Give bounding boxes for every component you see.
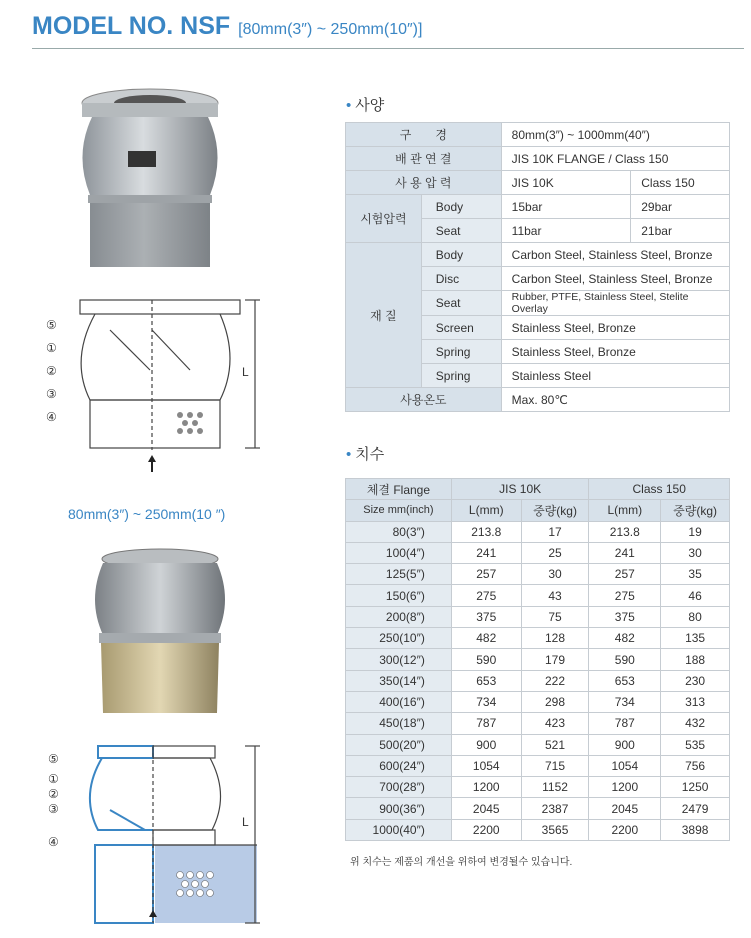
dims-value-cell: 3898 <box>661 819 730 840</box>
dims-weight-header: 중량(kg) <box>521 500 589 521</box>
dims-value-cell: 222 <box>521 670 589 691</box>
spec-group-label: 재 질 <box>346 243 422 388</box>
spec-sublabel: Seat <box>421 219 501 243</box>
dims-value-cell: 241 <box>451 542 521 563</box>
dims-row <box>346 734 730 755</box>
dims-value-cell: 1054 <box>451 755 521 776</box>
dims-value-cell: 734 <box>451 691 521 712</box>
dims-size-cell: 100(4″) <box>346 542 452 563</box>
spec-label: 배 관 연 결 <box>346 147 502 171</box>
dims-size-cell: 300(12″) <box>346 649 452 670</box>
dims-value-cell: 590 <box>451 649 521 670</box>
dims-size-cell: 250(10″) <box>346 628 452 649</box>
spec-value: Carbon Steel, Stainless Steel, Bronze <box>501 243 729 267</box>
spec-sublabel: Spring <box>421 364 501 388</box>
dims-value-cell: 1054 <box>589 755 661 776</box>
dims-value-cell: 521 <box>521 734 589 755</box>
spec-sublabel: Spring <box>421 340 501 364</box>
dims-size-cell: 1000(40″) <box>346 819 452 840</box>
dims-value-cell: 128 <box>521 628 589 649</box>
dims-row <box>346 542 730 563</box>
dims-value-cell: 535 <box>661 734 730 755</box>
spec-sublabel: Seat <box>421 291 501 316</box>
spec-sublabel: Disc <box>421 267 501 291</box>
dims-weight-header: 중량(kg) <box>661 500 730 521</box>
dims-value-cell: 2479 <box>661 798 730 819</box>
callout-3: ③ <box>48 802 59 816</box>
dims-value-cell: 43 <box>521 585 589 606</box>
spec-group-label: 시험압력 <box>346 195 422 243</box>
dims-value-cell: 756 <box>661 755 730 776</box>
dim-label-l: L <box>242 815 249 829</box>
dims-value-cell: 230 <box>661 670 730 691</box>
dims-value-cell: 188 <box>661 649 730 670</box>
spec-section-title: • 사양 <box>346 97 385 114</box>
dims-value-cell: 46 <box>661 585 730 606</box>
dims-value-cell: 3565 <box>521 819 589 840</box>
callout-4: ④ <box>46 410 57 424</box>
dims-row <box>346 691 730 712</box>
dims-value-cell: 2200 <box>589 819 661 840</box>
spec-value: Stainless Steel, Bronze <box>501 316 729 340</box>
dims-value-cell: 35 <box>661 564 730 585</box>
dims-value-cell: 1152 <box>521 777 589 798</box>
dims-size-cell: 900(36″) <box>346 798 452 819</box>
spec-value: JIS 10K <box>501 171 631 195</box>
page-header <box>32 12 422 46</box>
dims-row <box>346 628 730 649</box>
callout-1: ① <box>46 341 57 355</box>
callout-1: ① <box>48 772 59 786</box>
dims-size-cell: 200(8″) <box>346 606 452 627</box>
dims-l-header: L(mm) <box>589 500 661 521</box>
dims-value-cell: 734 <box>589 691 661 712</box>
dims-value-cell: 213.8 <box>589 521 661 542</box>
spec-row <box>346 388 730 412</box>
dims-l-header: L(mm) <box>451 500 521 521</box>
dims-row <box>346 713 730 734</box>
dims-value-cell: 135 <box>661 628 730 649</box>
dims-value-cell: 30 <box>661 542 730 563</box>
size-caption: 80mm(3″) ~ 250mm(10 ″) <box>68 506 226 522</box>
dims-value-cell: 19 <box>661 521 730 542</box>
spec-label: 사 용 압 력 <box>346 171 502 195</box>
dims-value-cell: 257 <box>589 564 661 585</box>
dims-value-cell: 900 <box>451 734 521 755</box>
dims-row <box>346 521 730 542</box>
spec-value: 80mm(3″) ~ 1000mm(40″) <box>501 123 729 147</box>
dims-flange-header: 체결 Flange <box>346 479 452 500</box>
dims-row <box>346 649 730 670</box>
dims-table <box>345 478 730 841</box>
valve-diagram-top <box>40 290 270 475</box>
dims-row <box>346 564 730 585</box>
spec-value: Stainless Steel, Bronze <box>501 340 729 364</box>
spec-row <box>346 123 730 147</box>
callout-4: ④ <box>48 835 59 849</box>
callout-5: ⑤ <box>46 318 57 332</box>
callout-2: ② <box>48 787 59 801</box>
spec-value: 11bar <box>501 219 631 243</box>
dims-value-cell: 900 <box>589 734 661 755</box>
dims-value-cell: 1200 <box>451 777 521 798</box>
dims-size-cell: 500(20″) <box>346 734 452 755</box>
dims-header-row <box>346 500 730 521</box>
callouts-bottom <box>48 752 59 850</box>
dims-value-cell: 787 <box>451 713 521 734</box>
dims-row <box>346 755 730 776</box>
spec-row <box>346 195 730 219</box>
dims-size-cell: 700(28″) <box>346 777 452 798</box>
dim-label-l: L <box>242 365 249 379</box>
spec-value: JIS 10K FLANGE / Class 150 <box>501 147 729 171</box>
dims-value-cell: 213.8 <box>451 521 521 542</box>
callout-3: ③ <box>46 387 57 401</box>
dims-value-cell: 590 <box>589 649 661 670</box>
callout-5: ⑤ <box>48 752 59 766</box>
dims-value-cell: 715 <box>521 755 589 776</box>
spec-sublabel: Body <box>421 195 501 219</box>
dims-value-cell: 313 <box>661 691 730 712</box>
dims-row <box>346 585 730 606</box>
dims-value-cell: 1250 <box>661 777 730 798</box>
dims-value-cell: 2045 <box>589 798 661 819</box>
dims-value-cell: 653 <box>451 670 521 691</box>
header-divider <box>32 48 744 49</box>
dims-value-cell: 298 <box>521 691 589 712</box>
dims-class-header: Class 150 <box>589 479 730 500</box>
dims-row <box>346 606 730 627</box>
spec-value: 29bar <box>631 195 730 219</box>
spec-value: 21bar <box>631 219 730 243</box>
dims-header-row <box>346 479 730 500</box>
spec-row <box>346 243 730 267</box>
dims-row <box>346 777 730 798</box>
dims-size-cell: 600(24″) <box>346 755 452 776</box>
dims-value-cell: 241 <box>589 542 661 563</box>
dims-section-title: • 치수 <box>346 446 385 463</box>
dims-value-cell: 375 <box>451 606 521 627</box>
spec-row <box>346 147 730 171</box>
dims-value-cell: 375 <box>589 606 661 627</box>
spec-label: 구 경 <box>346 123 502 147</box>
dims-value-cell: 423 <box>521 713 589 734</box>
spec-label: 사용온도 <box>346 388 502 412</box>
valve-photo-bottom <box>85 545 235 720</box>
spec-value: Stainless Steel <box>501 364 729 388</box>
callout-2: ② <box>46 364 57 378</box>
spec-value: Max. 80℃ <box>501 388 729 412</box>
spec-row <box>346 171 730 195</box>
dims-value-cell: 2200 <box>451 819 521 840</box>
dims-size-cell: 450(18″) <box>346 713 452 734</box>
dims-value-cell: 75 <box>521 606 589 627</box>
callouts-top <box>46 314 57 429</box>
dims-value-cell: 1200 <box>589 777 661 798</box>
dims-row <box>346 798 730 819</box>
dims-size-cell: 350(14″) <box>346 670 452 691</box>
dims-value-cell: 2387 <box>521 798 589 819</box>
valve-photo-top <box>70 85 230 275</box>
model-title: MODEL NO. NSF <box>32 12 231 40</box>
spec-table <box>345 122 730 412</box>
dims-value-cell: 2045 <box>451 798 521 819</box>
dims-value-cell: 257 <box>451 564 521 585</box>
dims-size-header: Size mm(inch) <box>346 500 452 521</box>
dims-value-cell: 787 <box>589 713 661 734</box>
dims-size-cell: 150(6″) <box>346 585 452 606</box>
dims-size-cell: 400(16″) <box>346 691 452 712</box>
spec-value: Carbon Steel, Stainless Steel, Bronze <box>501 267 729 291</box>
screen-mesh <box>90 203 210 267</box>
dims-row <box>346 670 730 691</box>
dims-value-cell: 30 <box>521 564 589 585</box>
spec-value: 15bar <box>501 195 631 219</box>
dims-value-cell: 17 <box>521 521 589 542</box>
dims-value-cell: 275 <box>451 585 521 606</box>
dims-value-cell: 275 <box>589 585 661 606</box>
spec-value: Class 150 <box>631 171 730 195</box>
spec-value: Rubber, PTFE, Stainless Steel, Stelite Overlay <box>501 291 729 316</box>
dims-value-cell: 482 <box>451 628 521 649</box>
dims-value-cell: 653 <box>589 670 661 691</box>
dims-size-cell: 125(5″) <box>346 564 452 585</box>
model-range: [80mm(3″) ~ 250mm(10″)] <box>238 21 423 38</box>
spec-sublabel: Body <box>421 243 501 267</box>
dims-value-cell: 80 <box>661 606 730 627</box>
dims-value-cell: 25 <box>521 542 589 563</box>
dims-value-cell: 179 <box>521 649 589 670</box>
spec-sublabel: Screen <box>421 316 501 340</box>
dims-value-cell: 482 <box>589 628 661 649</box>
dims-jis-header: JIS 10K <box>451 479 589 500</box>
dims-note: 위 치수는 제품의 개선을 위하여 변경될수 있습니다. <box>350 857 573 868</box>
valve-diagram-bottom <box>40 740 270 930</box>
dims-size-cell: 80(3″) <box>346 521 452 542</box>
dims-value-cell: 432 <box>661 713 730 734</box>
dims-row <box>346 819 730 840</box>
